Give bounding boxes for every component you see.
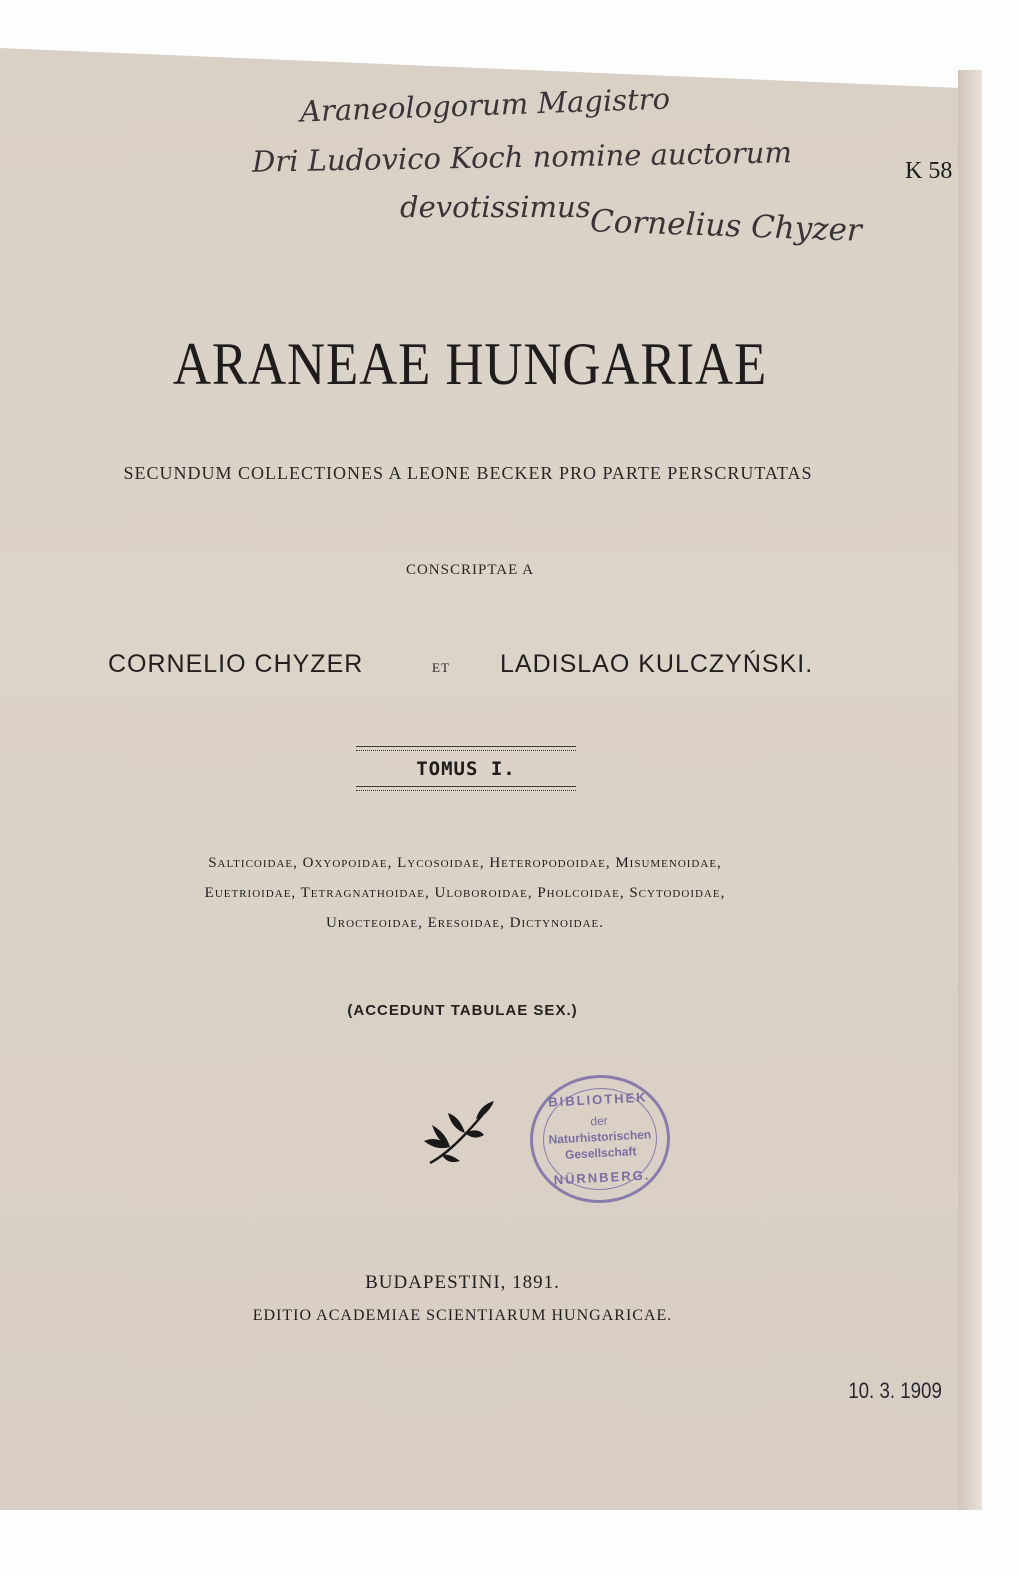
family-line-2: Euetrioidae, Tetragnathoidae, Uloboroidae, Pholcoidae, Scytodoidae, [204,885,726,901]
imprint-publisher: EDITIO ACADEMIAE SCIENTIARUM HUNGARICAE. [252,1307,673,1324]
volume-number: TOMUS I. [416,758,516,780]
family-line-3: Urocteoidae, Eresoidae, Dictynoidae. [325,915,605,931]
author-second: LADISLAO KULCZYŃSKI. [500,650,814,678]
family-line-1: Salticoidae, Oxyopoidae, Lycosoidae, Heteropodoidae, Misumenoidae, [208,855,722,871]
author-joiner: ET [432,660,450,675]
stamp-line-1: der [590,1113,609,1129]
stamp-top-text: BIBLIOTHEK [547,1089,648,1110]
shelfmark: K 58 [905,158,953,184]
imprint-place-date: BUDAPESTINI, 1891. [365,1272,560,1293]
stamp-bottom-text: NÜRNBERG. [553,1167,651,1188]
stamp-line-2: Naturhistorischen [548,1127,652,1147]
stamp-line-3: Gesellschaft [564,1144,637,1162]
family-list [80,848,850,938]
page-title: ARANEAE HUNGARIAE [172,331,768,397]
accession-date-stamp: 10. 3. 1909 [848,1378,942,1403]
inscription-line-3: devotissimus [400,190,591,224]
signature: Cornelius Chyzer [589,203,863,249]
inscription-line-2: Dri Ludovico Koch nomine auctorum [251,135,793,179]
conscriptae-line: CONSCRIPTAE A [405,562,535,578]
ornamental-rule-bottom [356,786,576,791]
ornamental-rule-top [356,746,576,751]
leaf-ornament-icon [420,1095,500,1170]
page-edge [958,70,982,1510]
inscription-line-1: Araneologorum Magistro [299,81,671,129]
author-first: CORNELIO CHYZER [108,650,364,678]
subtitle: SECUNDUM COLLECTIONES A LEONE BECKER PRO PARTE PERSCRUTATAS [123,463,813,483]
plates-note: (ACCEDUNT TABULAE SEX.) [347,1002,578,1019]
